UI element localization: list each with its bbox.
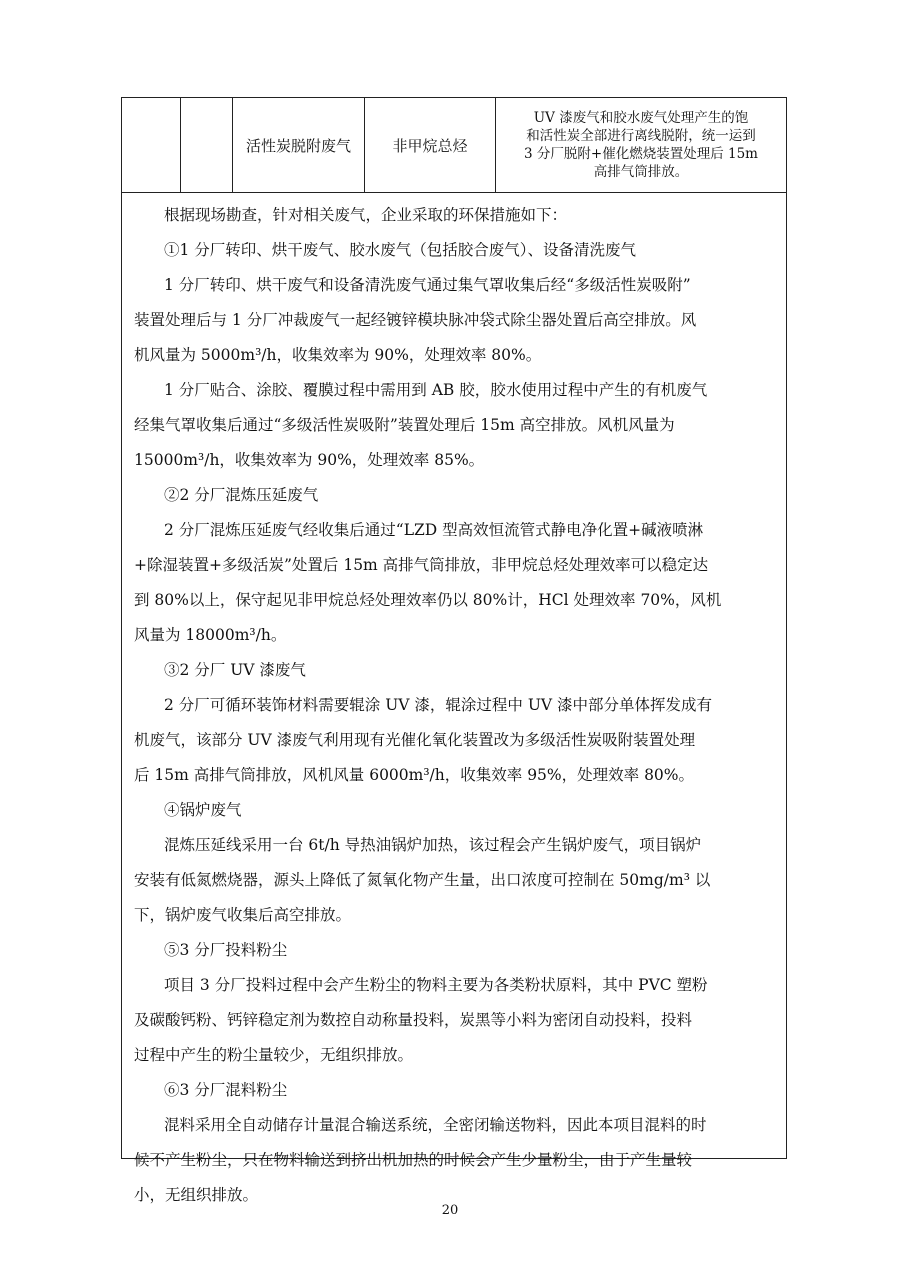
- measure-line: 和活性炭全部进行离线脱附，统一运到: [526, 128, 756, 144]
- text-line: 经集气罩收集后通过“多级活性炭吸附”装置处理后 15m 高空排放。风机风量为: [134, 416, 675, 434]
- text-line: 风量为 18000m³/h。: [134, 626, 287, 644]
- section-heading: ④锅炉废气: [164, 801, 242, 819]
- text-line: 小，无组织排放。: [134, 1186, 259, 1204]
- text-line: 候不产生粉尘，只在物料输送到挤出机加热的时候会产生少量粉尘，由于产生量较: [134, 1151, 693, 1169]
- measure-line: 3 分厂脱附+催化燃烧装置处理后 15m: [524, 146, 758, 162]
- text-line: 机风量为 5000m³/h，收集效率为 90%，处理效率 80%。: [134, 346, 542, 364]
- text-line: 混炼压延线采用一台 6t/h 导热油锅炉加热，该过程会产生锅炉废气，项目锅炉: [164, 836, 702, 854]
- text-line: 后 15m 高排气筒排放，风机风量 6000m³/h，收集效率 95%，处理效率 80%。: [134, 766, 695, 784]
- section-heading: ③2 分厂 UV 漆废气: [164, 661, 306, 679]
- text-line: 下，锅炉废气收集后高空排放。: [134, 906, 352, 924]
- table-cell-empty-1: [122, 98, 181, 192]
- text-line: 项目 3 分厂投料过程中会产生粉尘的物料主要为各类粉状原料，其中 PVC 塑粉: [164, 976, 708, 994]
- table-cell-measure: [496, 98, 786, 192]
- text-line: +除湿装置+多级活炭”处置后 15m 高排气筒排放，非甲烷总烃处理效率可以稳定达: [134, 556, 709, 574]
- text-line: 15000m³/h，收集效率为 90%，处理效率 85%。: [134, 451, 485, 469]
- table-cell-empty-2: [181, 98, 233, 192]
- section-heading: ⑥3 分厂混料粉尘: [164, 1081, 288, 1099]
- section-heading: ②2 分厂混炼压延废气: [164, 486, 319, 504]
- section-heading: ⑤3 分厂投料粉尘: [164, 941, 288, 959]
- text-line: 装置处理后与 1 分厂冲裁废气一起经镀锌模块脉冲袋式除尘器处置后高空排放。风: [134, 311, 697, 329]
- text-line: 2 分厂混炼压延废气经收集后通过“LZD 型高效恒流管式静电净化置+碱液喷淋: [164, 521, 704, 539]
- measure-line: 高排气筒排放。: [593, 164, 689, 180]
- text-line: 过程中产生的粉尘量较少，无组织排放。: [134, 1046, 414, 1064]
- table-row: [122, 98, 786, 193]
- body-text: [134, 198, 774, 1213]
- text-line: 到 80%以上，保守起见非甲烷总烃处理效率仍以 80%计，HCl 处理效率 70%，风机: [134, 591, 722, 609]
- table-cell-pollutant: 非甲烷总烃: [365, 98, 496, 192]
- text-line: 混料采用全自动储存计量混合输送系统，全密闭输送物料，因此本项目混料的时: [164, 1116, 707, 1134]
- section-heading: ①1 分厂转印、烘干废气、胶水废气（包括胶合废气）、设备清洗废气: [164, 241, 637, 259]
- text-line: 1 分厂转印、烘干废气和设备清洗废气通过集气罩收集后经“多级活性炭吸附”: [164, 276, 691, 294]
- text-line: 1 分厂贴合、涂胶、覆膜过程中需用到 AB 胶，胶水使用过程中产生的有机废气: [164, 381, 708, 399]
- text-line: 及碳酸钙粉、钙锌稳定剂为数控自动称量投料，炭黑等小料为密闭自动投料，投料: [134, 1011, 693, 1029]
- text-line: 2 分厂可循环装饰材料需要辊涂 UV 漆，辊涂过程中 UV 漆中部分单体挥发成有: [164, 696, 713, 714]
- document-frame: [121, 97, 787, 1204]
- table-cell-source: 活性炭脱附废气: [233, 98, 365, 192]
- measure-line: UV 漆废气和胶水废气处理产生的饱: [533, 110, 749, 126]
- text-line: 根据现场勘查，针对相关废气，企业采取的环保措施如下：: [164, 206, 568, 224]
- text-line: 安装有低氮燃烧器，源头上降低了氮氧化物产生量，出口浓度可控制在 50mg/m³ 以: [134, 871, 711, 889]
- page-number: 20: [441, 1203, 459, 1218]
- text-line: 机废气，该部分 UV 漆废气利用现有光催化氧化装置改为多级活性炭吸附装置处理: [134, 731, 696, 749]
